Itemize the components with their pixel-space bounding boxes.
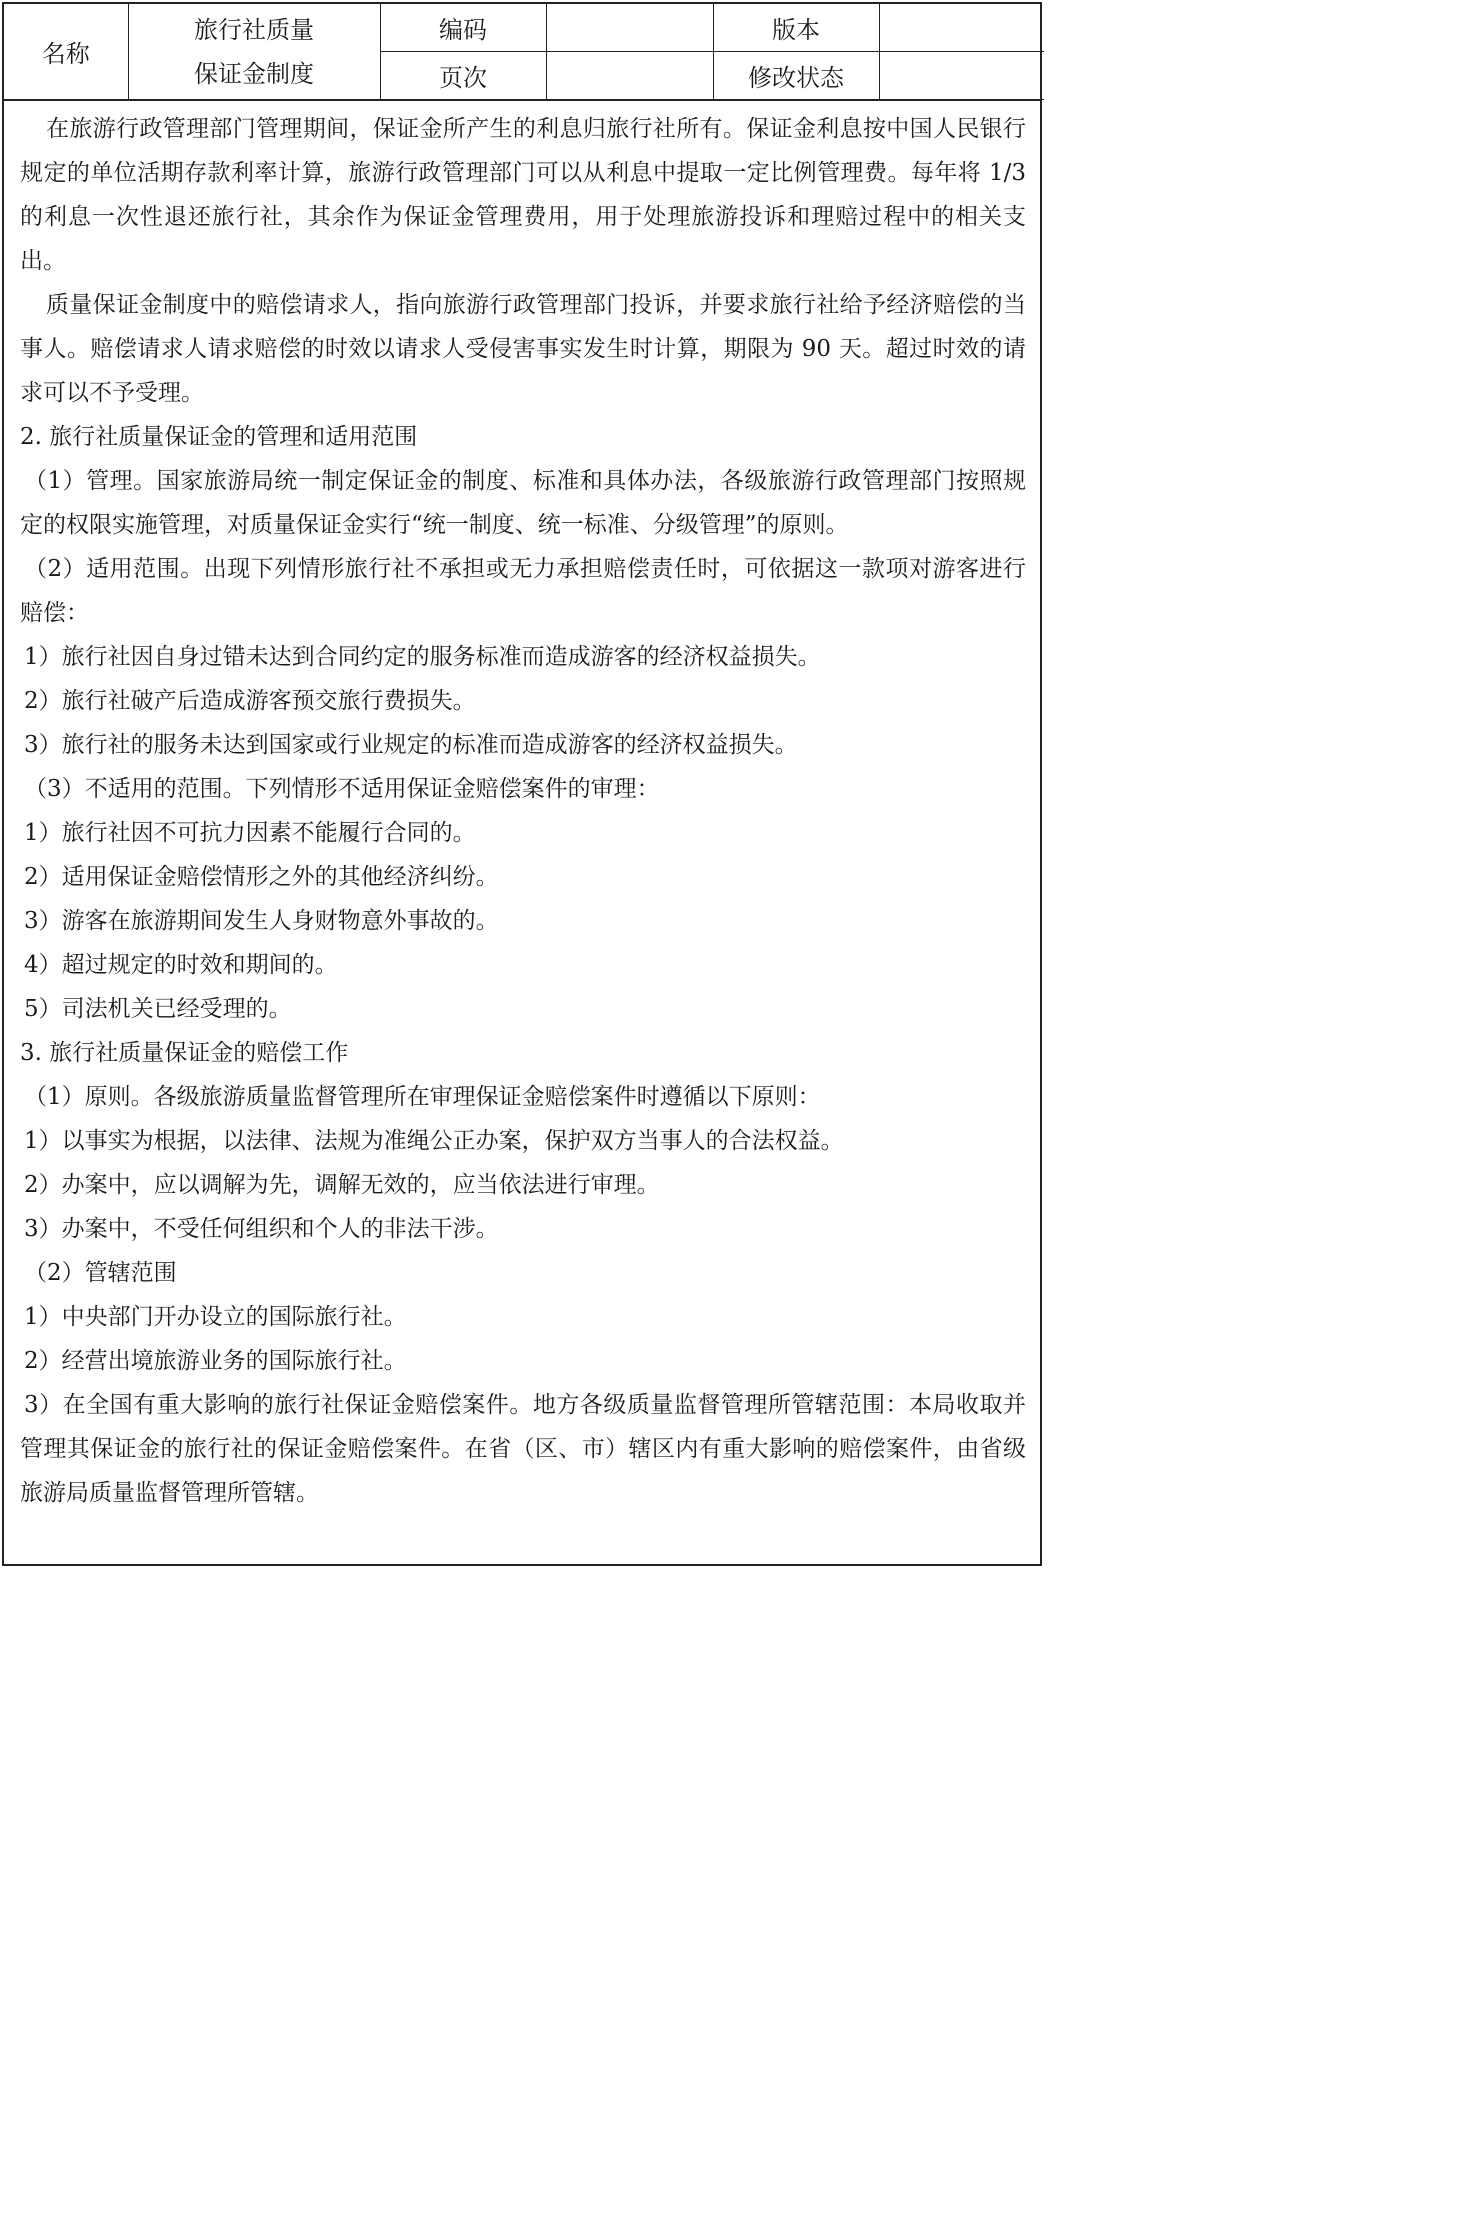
document-title-line-1: 旅行社质量: [194, 15, 314, 44]
page-value-cell: [546, 52, 713, 100]
list-item: 1）旅行社因自身过错未达到合同约定的服务标准而造成游客的经济权益损失。: [24, 644, 821, 670]
section-heading: 3. 旅行社质量保证金的赔偿工作: [20, 1040, 349, 1066]
code-label: 编码: [439, 16, 487, 44]
list-item: 2）旅行社破产后造成游客预交旅行费损失。: [24, 688, 476, 714]
document-header-table: [4, 4, 1044, 100]
code-label-cell: [380, 4, 546, 52]
document-page: [2, 2, 1042, 1566]
list-item: （2）适用范围。出现下列情形旅行社不承担或无力承担赔偿责任时，可依据这一款项对游客进行赔偿：: [20, 556, 1026, 626]
list-item: 2）办案中，应以调解为先，调解无效的，应当依法进行审理。: [24, 1172, 660, 1198]
list-item: 5）司法机关已经受理的。: [24, 996, 292, 1022]
body-paragraph: 质量保证金制度中的赔偿请求人，指向旅游行政管理部门投诉，并要求旅行社给予经济赔偿的当事人。赔偿请求人请求赔偿的时效以请求人受侵害事实发生时计算，期限为 90 天。超过时效的请求可以不予受理。: [20, 292, 1026, 406]
list-item: （1）管理。国家旅游局统一制定保证金的制度、标准和具体办法，各级旅游行政管理部门按照规定的权限实施管理，对质量保证金实行“统一制度、统一标准、分级管理”的原则。: [20, 468, 1026, 538]
name-label: 名称: [41, 40, 90, 68]
section-heading: 2. 旅行社质量保证金的管理和适用范围: [20, 424, 418, 450]
version-value-cell: [879, 4, 1044, 52]
list-item: 3）办案中，不受任何组织和个人的非法干涉。: [24, 1216, 499, 1242]
body-paragraph: 在旅游行政管理部门管理期间，保证金所产生的利息归旅行社所有。保证金利息按中国人民银行规定的单位活期存款利率计算，旅游行政管理部门可以从利息中提取一定比例管理费。每年将 1/3 的利息一次性退还旅行社，其余作为保证金管理费用，用于处理旅游投诉和理赔过程中的相关支出。: [20, 116, 1026, 274]
list-item: 1）旅行社因不可抗力因素不能履行合同的。: [24, 820, 476, 846]
revision-label: 修改状态: [748, 64, 844, 92]
list-item: 4）超过规定的时效和期间的。: [24, 952, 338, 978]
code-value-cell: [546, 4, 713, 52]
list-item: 3）旅行社的服务未达到国家或行业规定的标准而造成游客的经济权益损失。: [24, 732, 798, 758]
revision-label-cell: [713, 52, 879, 100]
list-item: 2）适用保证金赔偿情形之外的其他经济纠纷。: [24, 864, 499, 890]
list-item: 3）在全国有重大影响的旅行社保证金赔偿案件。地方各级质量监督管理所管辖范围：本局收取并管理其保证金的旅行社的保证金赔偿案件。在省（区、市）辖区内有重大影响的赔偿案件，由省级旅游局质量监督管理所管辖。: [20, 1392, 1026, 1506]
list-item: 2）经营出境旅游业务的国际旅行社。: [24, 1348, 407, 1374]
version-label-cell: [713, 4, 879, 52]
version-label: 版本: [772, 16, 820, 44]
name-label-cell: [4, 4, 128, 100]
list-item: （2）管辖范围: [24, 1260, 177, 1286]
list-item: （1）原则。各级旅游质量监督管理所在审理保证金赔偿案件时遵循以下原则：: [24, 1084, 821, 1110]
document-title-cell: [128, 4, 380, 100]
list-item: （3）不适用的范围。下列情形不适用保证金赔偿案件的审理：: [24, 776, 660, 802]
page-label: 页次: [439, 64, 487, 92]
document-title-line-2: 保证金制度: [194, 59, 314, 88]
page-label-cell: [380, 52, 546, 100]
list-item: 3）游客在旅游期间发生人身财物意外事故的。: [24, 908, 499, 934]
list-item: 1）以事实为根据，以法律、法规为准绳公正办案，保护双方当事人的合法权益。: [24, 1128, 844, 1154]
list-item: 1）中央部门开办设立的国际旅行社。: [24, 1304, 407, 1330]
revision-value-cell: [879, 52, 1044, 100]
document-body: [4, 100, 1040, 1515]
